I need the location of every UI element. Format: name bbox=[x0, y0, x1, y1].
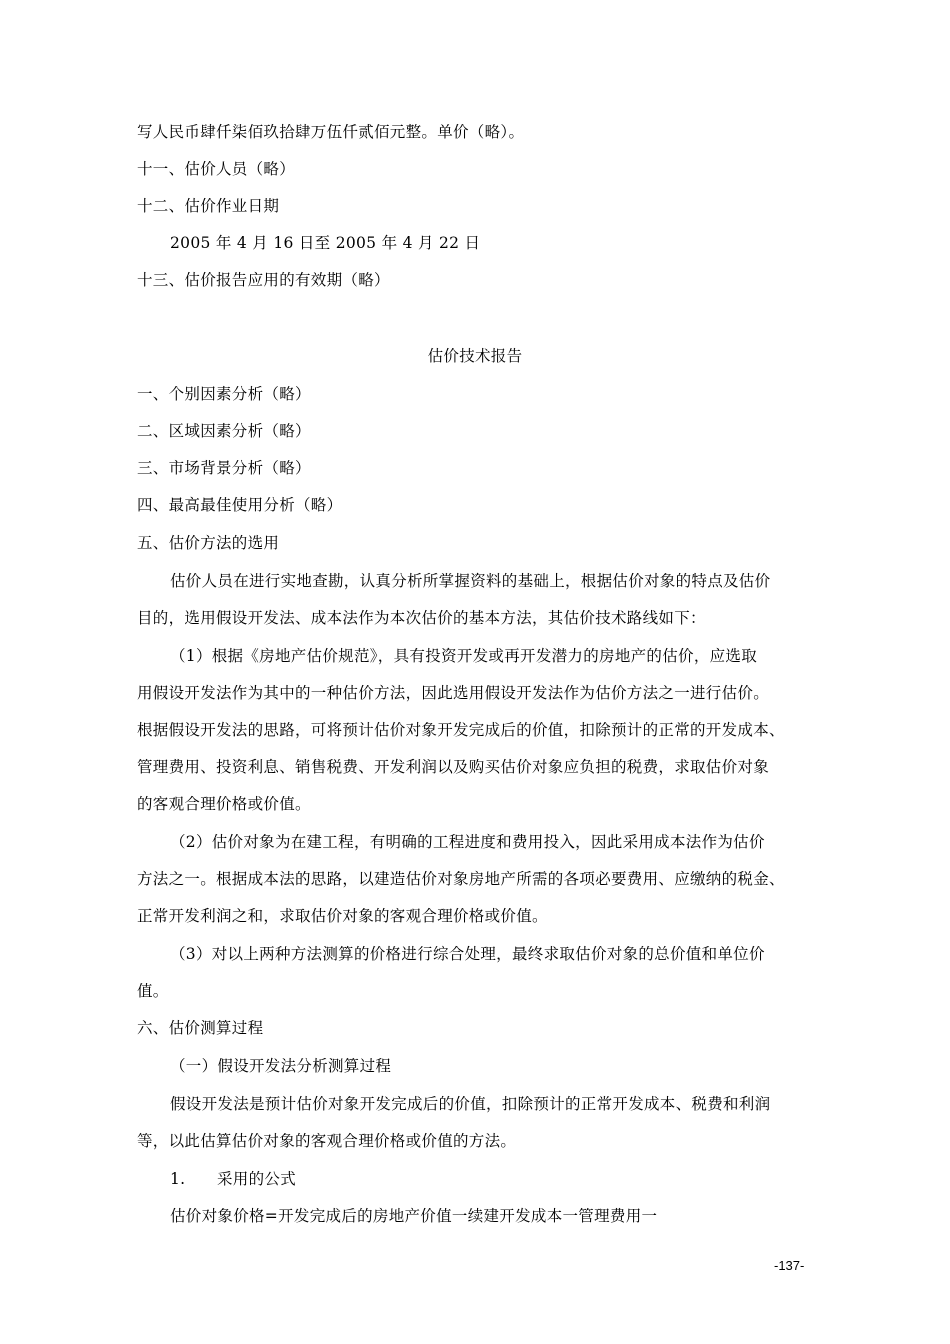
paragraph-line: 方法之一。根据成本法的思路，以建造估价对象房地产所需的各项必要费用、应缴纳的税金、 bbox=[137, 870, 785, 888]
heading-method-selection: 五、估价方法的选用 bbox=[137, 534, 280, 552]
heading-market-background: 三、市场背景分析（略） bbox=[137, 459, 311, 477]
paragraph-line: 根据假设开发法的思路，可将预计估价对象开发完成后的价值，扣除预计的正常的开发成本、 bbox=[137, 721, 785, 739]
paragraph-line: 用假设开发法作为其中的一种估价方法，因此选用假设开发法作为估价方法之一进行估价。 bbox=[137, 684, 770, 702]
heading-regional-factors: 二、区域因素分析（略） bbox=[137, 422, 311, 440]
paragraph-line: 假设开发法是预计估价对象开发完成后的价值，扣除预计的正常开发成本、税费和利润 bbox=[170, 1095, 771, 1113]
paragraph-line: 的客观合理价格或价值。 bbox=[137, 795, 311, 813]
paragraph-line: 值。 bbox=[137, 982, 169, 1000]
paragraph-line: 管理费用、投资利息、销售税费、开发利润以及购买估价对象应负担的税费，求取估价对象 bbox=[137, 758, 770, 776]
text-line-date-range: 2005 年 4 月 16 日至 2005 年 4 月 22 日 bbox=[170, 234, 481, 252]
heading-individual-factors: 一、个别因素分析（略） bbox=[137, 385, 311, 403]
section-title-technical-report: 估价技术报告 bbox=[427, 347, 523, 365]
paragraph-line: （3）对以上两种方法测算的价格进行综合处理，最终求取估价对象的总价值和单位价 bbox=[170, 945, 765, 963]
paragraph-line: 估价人员在进行实地查勘，认真分析所掌握资料的基础上，根据估价对象的特点及估价 bbox=[170, 572, 771, 590]
formula-line: 估价对象价格=开发完成后的房地产价值一续建开发成本一管理费用一 bbox=[170, 1207, 658, 1225]
paragraph-line: 正常开发利润之和，求取估价对象的客观合理价格或价值。 bbox=[137, 907, 548, 925]
heading-appraisers: 十一、估价人员（略） bbox=[137, 160, 296, 178]
text-line-total-price: 写人民币肆仟柒佰玖拾肆万伍仟贰佰元整。单价（略）。 bbox=[137, 123, 525, 141]
heading-appraisal-date: 十二、估价作业日期 bbox=[137, 197, 280, 215]
heading-calculation-process: 六、估价测算过程 bbox=[137, 1019, 264, 1037]
paragraph-line: 等，以此估算估价对象的客观合理价格或价值的方法。 bbox=[137, 1132, 517, 1150]
heading-validity-period: 十三、估价报告应用的有效期（略） bbox=[137, 271, 390, 289]
heading-highest-best-use: 四、最高最佳使用分析（略） bbox=[137, 496, 343, 514]
subheading-hypothetical-method: （一）假设开发法分析测算过程 bbox=[170, 1057, 392, 1075]
paragraph-line: （1）根据《房地产估价规范》，具有投资开发或再开发潜力的房地产的估价，应选取 bbox=[170, 647, 758, 665]
paragraph-line: （2）估价对象为在建工程，有明确的工程进度和费用投入，因此采用成本法作为估价 bbox=[170, 833, 765, 851]
paragraph-line: 目的，选用假设开发法、成本法作为本次估价的基本方法，其估价技术路线如下： bbox=[137, 609, 706, 627]
page-number: -137- bbox=[774, 1258, 805, 1273]
subheading-formula: 1. 采用的公式 bbox=[170, 1170, 296, 1188]
